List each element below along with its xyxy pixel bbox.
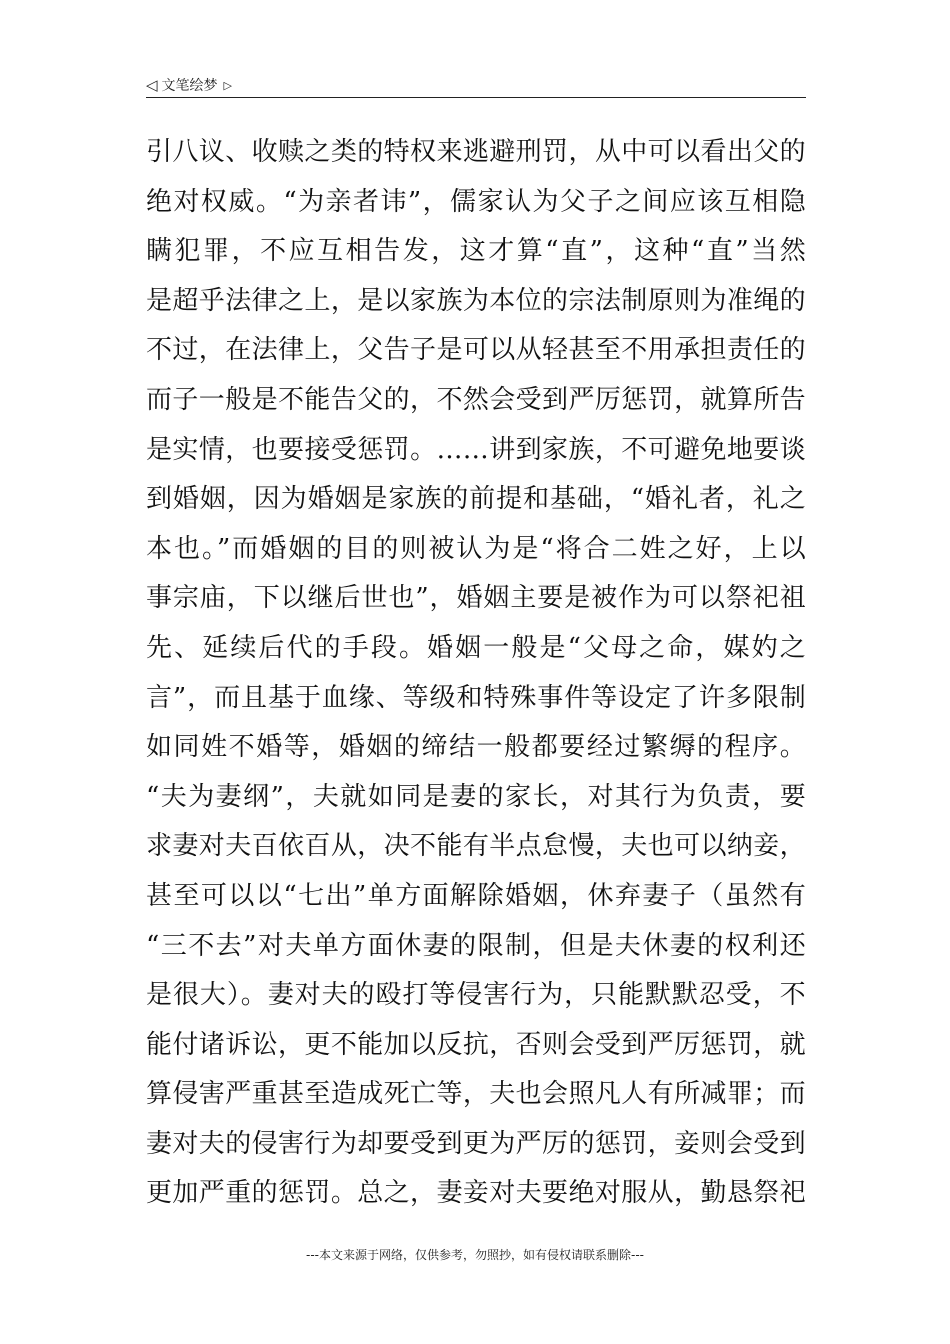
text-line: 甚至可以以“七出”单方面解除婚姻，休弃妻子（虽然有 (146, 880, 806, 911)
text-line: 先、延续后代的手段。婚姻一般是“父母之命，媒妁之 (146, 632, 806, 663)
text-line: 不过，在法律上，父告子是可以从轻甚至不用承担责任的 (146, 335, 806, 366)
header-divider (146, 97, 806, 98)
text-line: 本也。”而婚姻的目的则被认为是“将合二姓之好，上以 (146, 533, 806, 564)
body-text (146, 128, 806, 1219)
text-line: “夫为妻纲”，夫就如同是妻的家长，对其行为负责，要 (146, 781, 806, 812)
text-line: 更加严重的惩罚。总之，妻妾对夫要绝对服从，勤恳祭祀 (146, 1178, 806, 1209)
text-line: “三不去”对夫单方面休妻的限制，但是夫休妻的权利还 (146, 930, 806, 961)
text-line: 是超乎法律之上，是以家族为本位的宗法制原则为准绳的 (146, 285, 806, 316)
page-footer: ---本文来源于网络，仅供参考，勿照抄，如有侵权请联系删除--- (306, 1248, 644, 1262)
text-line: 而子一般是不能告父的，不然会受到严厉惩罚，就算所告 (146, 384, 806, 415)
text-line: 算侵害严重甚至造成死亡等，夫也会照凡人有所减罪；而 (146, 1079, 806, 1110)
header-title: 文笔绘梦 (161, 78, 218, 94)
text-line: 言”，而且基于血缘、等级和特殊事件等设定了许多限制 (146, 682, 806, 713)
text-line: 引八议、收赎之类的特权来逃避刑罚，从中可以看出父的 (146, 137, 806, 167)
text-line: 求妻对夫百依百从，决不能有半点怠慢，夫也可以纳妾， (146, 831, 806, 862)
text-line: 妻对夫的侵害行为却要受到更为严厉的惩罚，妾则会受到 (146, 1128, 806, 1159)
text-line: 到婚姻，因为婚姻是家族的前提和基础，“婚礼者，礼之 (146, 484, 806, 515)
text-line: 是实情，也要接受惩罚。……讲到家族，不可避免地要谈 (146, 434, 806, 465)
text-line: 能付诸诉讼，更不能加以反抗，否则会受到严厉惩罚，就 (146, 1029, 806, 1060)
text-line: 如同姓不婚等，婚姻的缔结一般都要经过繁缛的程序。 (146, 732, 806, 763)
triangle-left-icon: ◁ (146, 76, 158, 94)
page-header (146, 72, 806, 98)
triangle-right-icon: ▷ (223, 78, 233, 92)
text-line: 是很大）。妻对夫的殴打等侵害行为，只能默默忍受，不 (146, 980, 806, 1011)
text-line: 事宗庙，下以继后世也”，婚姻主要是被作为可以祭祀祖 (146, 583, 806, 614)
text-line: 绝对权威。“为亲者讳”，儒家认为父子之间应该互相隐 (146, 186, 806, 217)
text-line: 瞒犯罪，不应互相告发，这才算“直”，这种“直”当然 (146, 236, 806, 267)
